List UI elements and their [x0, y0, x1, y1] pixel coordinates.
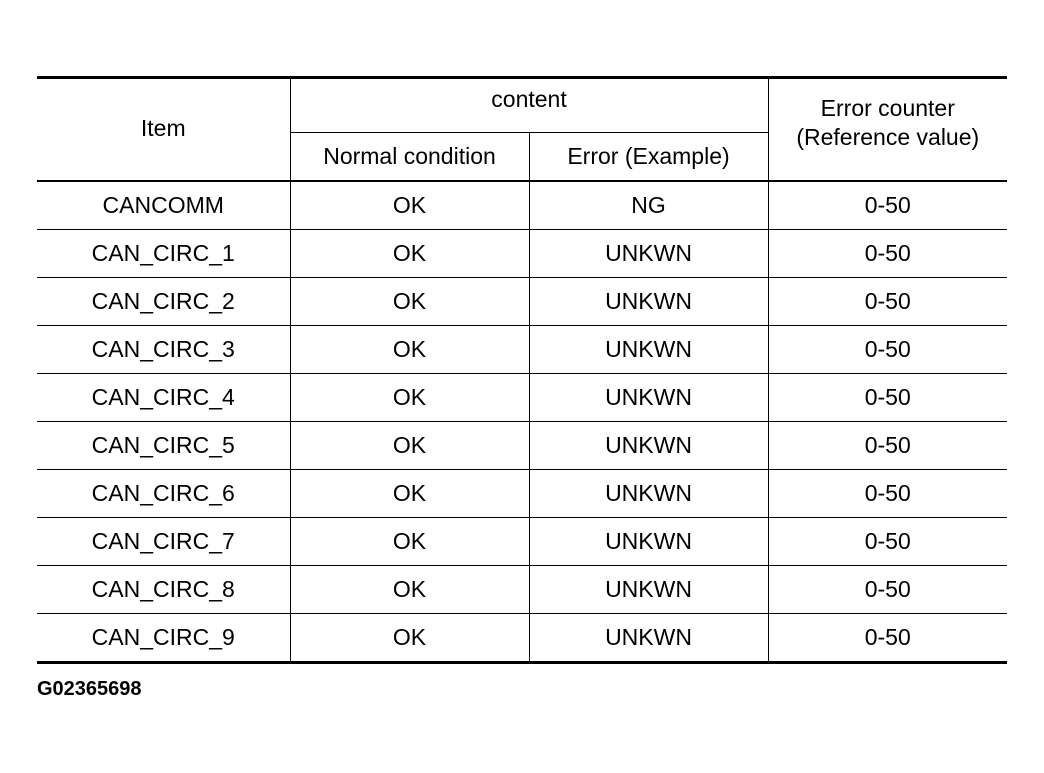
table-row — [37, 181, 1007, 230]
table-row — [37, 278, 1007, 326]
error-counter-cell: 0-50 — [768, 278, 1007, 326]
error-counter-header-line2: (Reference value) — [796, 123, 980, 150]
normal-condition-cell: OK — [290, 470, 529, 518]
error-counter-cell: 0-50 — [768, 230, 1007, 278]
item-cell: CAN_CIRC_1 — [37, 230, 290, 278]
error-counter-column-header — [768, 78, 1007, 182]
error-example-cell: UNKWN — [529, 230, 768, 278]
table-body — [37, 181, 1007, 663]
item-column-header: Item — [37, 78, 290, 182]
error-counter-cell: 0-50 — [768, 422, 1007, 470]
can-diagnosis-table — [37, 76, 1007, 664]
item-cell: CAN_CIRC_2 — [37, 278, 290, 326]
table-header — [37, 78, 1007, 182]
error-example-cell: UNKWN — [529, 470, 768, 518]
error-example-cell: UNKWN — [529, 614, 768, 663]
normal-condition-cell: OK — [290, 278, 529, 326]
error-counter-header-line1: Error counter — [820, 95, 955, 121]
table-row — [37, 374, 1007, 422]
normal-condition-cell: OK — [290, 326, 529, 374]
error-example-column-header: Error (Example) — [529, 133, 768, 182]
content-column-group-header: content — [290, 78, 768, 133]
normal-condition-cell: OK — [290, 614, 529, 663]
item-cell: CAN_CIRC_4 — [37, 374, 290, 422]
error-example-cell: UNKWN — [529, 518, 768, 566]
normal-condition-cell: OK — [290, 566, 529, 614]
table-row — [37, 326, 1007, 374]
table-row — [37, 470, 1007, 518]
normal-condition-cell: OK — [290, 230, 529, 278]
error-counter-cell: 0-50 — [768, 566, 1007, 614]
error-example-cell: UNKWN — [529, 278, 768, 326]
normal-condition-column-header: Normal condition — [290, 133, 529, 182]
error-counter-cell: 0-50 — [768, 181, 1007, 230]
normal-condition-cell: OK — [290, 181, 529, 230]
can-diagnosis-table-container — [37, 76, 1007, 664]
item-cell: CAN_CIRC_5 — [37, 422, 290, 470]
item-cell: CANCOMM — [37, 181, 290, 230]
item-cell: CAN_CIRC_7 — [37, 518, 290, 566]
figure-id-label: G02365698 — [37, 678, 142, 700]
item-cell: CAN_CIRC_3 — [37, 326, 290, 374]
error-example-cell: UNKWN — [529, 374, 768, 422]
error-counter-cell: 0-50 — [768, 374, 1007, 422]
error-counter-cell: 0-50 — [864, 624, 911, 651]
error-counter-cell: 0-50 — [768, 326, 1007, 374]
error-example-cell: UNKWN — [529, 566, 768, 614]
normal-condition-cell: OK — [290, 374, 529, 422]
table-row — [37, 230, 1007, 278]
table-row — [37, 518, 1007, 566]
normal-condition-cell: OK — [290, 422, 529, 470]
error-counter-cell: 0-50 — [768, 518, 1007, 566]
error-example-cell: UNKWN — [529, 326, 768, 374]
table-row — [37, 566, 1007, 614]
error-example-cell: NG — [529, 181, 768, 230]
table-row — [37, 422, 1007, 470]
table-row — [37, 614, 1007, 663]
item-cell: CAN_CIRC_8 — [37, 566, 290, 614]
error-counter-cell: 0-50 — [768, 470, 1007, 518]
error-example-cell: UNKWN — [529, 422, 768, 470]
item-cell: CAN_CIRC_6 — [37, 470, 290, 518]
item-cell: CAN_CIRC_9 — [37, 614, 290, 663]
normal-condition-cell: OK — [290, 518, 529, 566]
